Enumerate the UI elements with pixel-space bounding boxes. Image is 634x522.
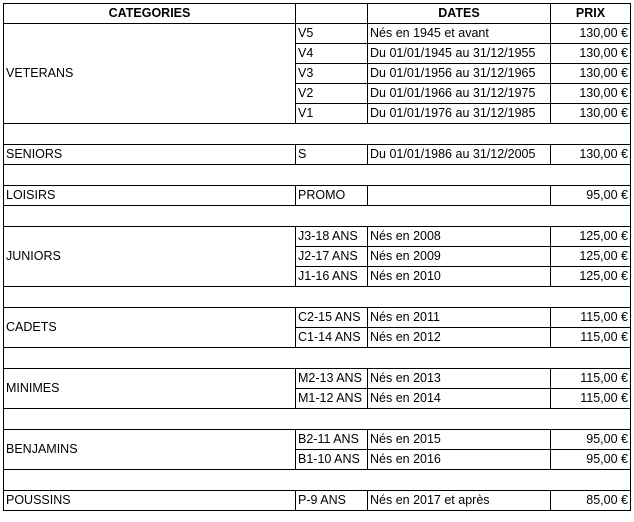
header-categories: CATEGORIES [4,4,296,24]
table-row [4,227,631,247]
dates-cell [368,186,551,206]
header-prix: PRIX [551,4,631,24]
category-cell: JUNIORS [4,227,296,287]
dates-cell: Nés en 2014 [368,389,551,409]
price-table [3,3,631,511]
code-cell: V2 [296,84,368,104]
category-cell: MINIMES [4,369,296,409]
prix-cell: 95,00 € [551,450,631,470]
dates-cell: Nés en 2016 [368,450,551,470]
code-cell: V4 [296,44,368,64]
prix-cell: 130,00 € [551,84,631,104]
spacer-cell [4,165,631,186]
dates-cell: Nés en 2013 [368,369,551,389]
code-cell: S [296,145,368,165]
code-cell: J3-18 ANS [296,227,368,247]
code-cell: C1-14 ANS [296,328,368,348]
prix-cell: 95,00 € [551,430,631,450]
prix-cell: 125,00 € [551,267,631,287]
spacer-row [4,409,631,430]
spacer-row [4,470,631,491]
code-cell: B1-10 ANS [296,450,368,470]
prix-cell: 130,00 € [551,104,631,124]
prix-cell: 125,00 € [551,247,631,267]
table-row [4,491,631,511]
code-cell: M1-12 ANS [296,389,368,409]
code-cell: V1 [296,104,368,124]
prix-cell: 115,00 € [551,369,631,389]
spacer-row [4,348,631,369]
prix-cell: 95,00 € [551,186,631,206]
header-dates: DATES [368,4,551,24]
dates-cell: Nés en 2012 [368,328,551,348]
dates-cell: Du 01/01/1986 au 31/12/2005 [368,145,551,165]
dates-cell: Nés en 2010 [368,267,551,287]
category-cell: LOISIRS [4,186,296,206]
dates-cell: Du 01/01/1966 au 31/12/1975 [368,84,551,104]
dates-cell: Nés en 2017 et après [368,491,551,511]
dates-cell: Du 01/01/1976 au 31/12/1985 [368,104,551,124]
dates-cell: Nés en 2011 [368,308,551,328]
table-row [4,308,631,328]
category-cell: BENJAMINS [4,430,296,470]
header-code [296,4,368,24]
dates-cell: Du 01/01/1956 au 31/12/1965 [368,64,551,84]
header-row [4,4,631,24]
category-cell: POUSSINS [4,491,296,511]
prix-cell: 130,00 € [551,64,631,84]
prix-cell: 125,00 € [551,227,631,247]
table-row [4,369,631,389]
dates-cell: Nés en 2008 [368,227,551,247]
spacer-cell [4,470,631,491]
category-cell: SENIORS [4,145,296,165]
code-cell: J2-17 ANS [296,247,368,267]
spacer-cell [4,348,631,369]
table-row [4,186,631,206]
prix-cell: 115,00 € [551,389,631,409]
spacer-row [4,206,631,227]
code-cell: P-9 ANS [296,491,368,511]
code-cell: V5 [296,24,368,44]
spacer-cell [4,206,631,227]
table-row [4,145,631,165]
dates-cell: Nés en 1945 et avant [368,24,551,44]
spacer-row [4,165,631,186]
dates-cell: Nés en 2009 [368,247,551,267]
category-cell: CADETS [4,308,296,348]
code-cell: PROMO [296,186,368,206]
code-cell: C2-15 ANS [296,308,368,328]
spacer-row [4,287,631,308]
table-body [4,24,631,511]
prix-cell: 130,00 € [551,44,631,64]
code-cell: V3 [296,64,368,84]
prix-cell: 115,00 € [551,308,631,328]
spacer-cell [4,409,631,430]
spacer-row [4,124,631,145]
spacer-cell [4,287,631,308]
dates-cell: Du 01/01/1945 au 31/12/1955 [368,44,551,64]
prix-cell: 85,00 € [551,491,631,511]
spacer-cell [4,124,631,145]
prix-cell: 115,00 € [551,328,631,348]
prix-cell: 130,00 € [551,24,631,44]
code-cell: M2-13 ANS [296,369,368,389]
dates-cell: Nés en 2015 [368,430,551,450]
code-cell: J1-16 ANS [296,267,368,287]
category-cell: VETERANS [4,24,296,124]
code-cell: B2-11 ANS [296,430,368,450]
table-row [4,430,631,450]
table-row [4,24,631,44]
prix-cell: 130,00 € [551,145,631,165]
